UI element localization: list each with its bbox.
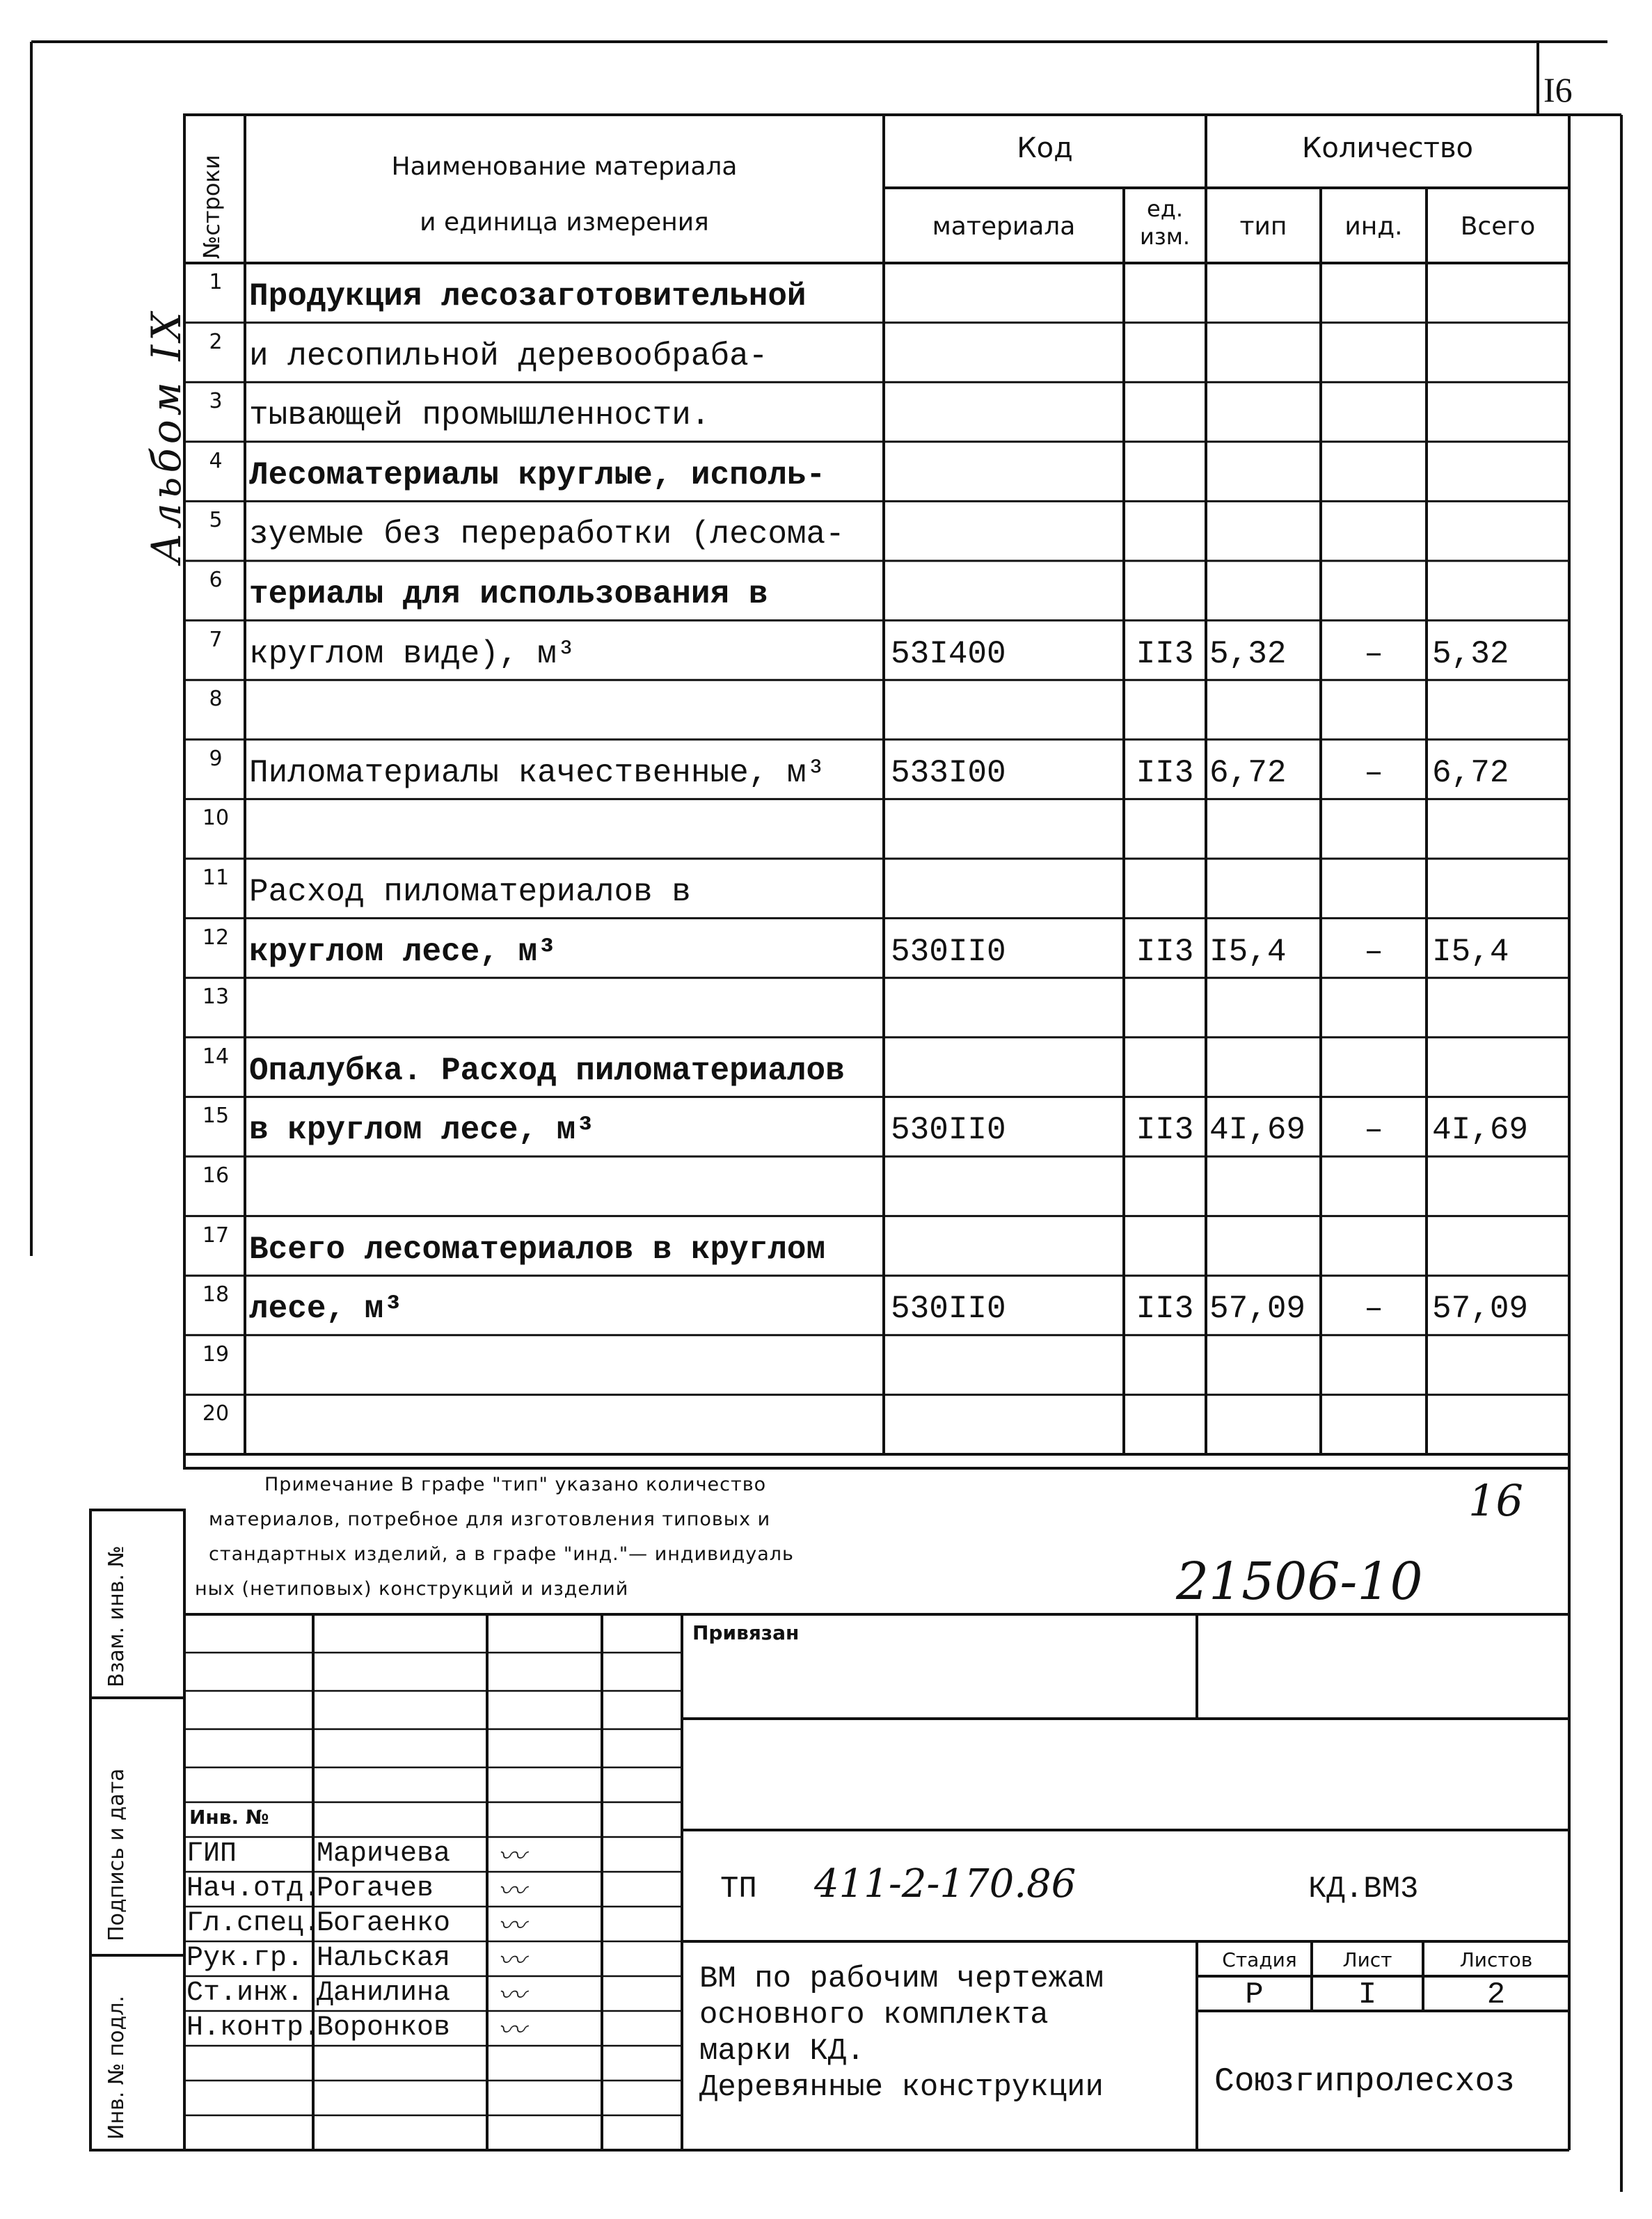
row-typ: 4I,69 bbox=[1209, 1112, 1306, 1149]
sheets-value: 2 bbox=[1486, 1978, 1506, 2012]
row-number: 9 bbox=[209, 746, 223, 771]
side-label-podpis: Подпись и дата bbox=[104, 1768, 129, 1941]
sheet-value: I bbox=[1358, 1978, 1377, 2012]
row-typ: 5,32 bbox=[1209, 635, 1287, 672]
signature-scribble: 〰 bbox=[498, 1840, 525, 1872]
row-material-name: Опалубка. Расход пиломатериалов bbox=[249, 1052, 845, 1089]
signature-scribble: 〰 bbox=[498, 1980, 525, 2012]
sheet-label: Лист bbox=[1342, 1948, 1392, 1971]
note-line-2: материалов, потребное для изготовления типовых и bbox=[209, 1509, 771, 1530]
signatory-name: Данилина bbox=[317, 1978, 451, 2009]
row-number: 7 bbox=[209, 627, 223, 652]
row-ind: – bbox=[1364, 754, 1383, 791]
row-code: 530II0 bbox=[891, 1112, 1006, 1149]
row-material-name: Продукция лесозаготовительной bbox=[249, 278, 807, 315]
row-unit: II3 bbox=[1136, 933, 1194, 970]
signatory-name: Рогачев bbox=[317, 1873, 434, 1904]
row-typ: 57,09 bbox=[1209, 1291, 1306, 1328]
signatory-name: Богаенко bbox=[317, 1908, 451, 1939]
project-code: 411-2-170.86 bbox=[814, 1861, 1077, 1907]
note-line-3: стандартных изделий, а в графе "инд."— индивидуаль bbox=[209, 1543, 794, 1565]
row-total: I5,4 bbox=[1432, 933, 1509, 970]
note-line-4: ных (нетиповых) конструкций и изделий bbox=[195, 1578, 629, 1600]
row-code: 530II0 bbox=[891, 933, 1006, 970]
row-ind: – bbox=[1364, 1112, 1383, 1149]
album-label: Альбом IX bbox=[143, 308, 190, 564]
signature-scribble: 〰 bbox=[498, 1945, 525, 1977]
signature-scribble: 〰 bbox=[498, 1875, 525, 1907]
row-number: 20 bbox=[202, 1401, 230, 1426]
row-ind: – bbox=[1364, 933, 1383, 970]
row-material-name: териалы для использования в bbox=[249, 576, 768, 612]
row-number: 2 bbox=[209, 329, 223, 354]
side-label-vzam: Взам. инв. № bbox=[104, 1545, 129, 1687]
row-unit: II3 bbox=[1136, 1112, 1194, 1149]
title-line-1: ВМ по рабочим чертежам bbox=[699, 1962, 1104, 1996]
organization: Союзгипролесхоз bbox=[1214, 2063, 1516, 2101]
header-total: Всего bbox=[1460, 212, 1536, 241]
row-number: 17 bbox=[202, 1223, 230, 1248]
row-material-name: Лесоматериалы круглые, исполь- bbox=[249, 456, 826, 493]
row-material-name: Пиломатериалы качественные, м³ bbox=[249, 754, 826, 791]
signatory-role: Рук.гр. bbox=[186, 1943, 304, 1974]
row-material-name: в круглом лесе, м³ bbox=[249, 1112, 595, 1149]
inv-no-label: Инв. № bbox=[189, 1806, 269, 1829]
header-row-no: №строки bbox=[198, 154, 225, 259]
row-unit: II3 bbox=[1136, 1291, 1194, 1328]
signatory-role: Гл.спец. bbox=[186, 1908, 321, 1939]
sheets-label: Листов bbox=[1459, 1948, 1533, 1971]
row-material-name: и лесопильной деревообраба- bbox=[249, 337, 768, 374]
header-material: материала bbox=[932, 212, 1076, 241]
signatory-name: Нальская bbox=[317, 1943, 451, 1974]
row-unit: II3 bbox=[1136, 754, 1194, 791]
row-code: 53I400 bbox=[891, 635, 1006, 672]
row-number: 6 bbox=[209, 568, 223, 592]
project-prefix: ТП bbox=[720, 1872, 757, 1907]
row-material-name: круглом виде), м³ bbox=[249, 635, 576, 672]
header-code: Код bbox=[1017, 132, 1073, 164]
handwritten-page: 16 bbox=[1468, 1475, 1523, 1526]
row-code: 533I00 bbox=[891, 754, 1006, 791]
header-unit: ед. изм. bbox=[1139, 196, 1191, 250]
title-line-4: Деревянные конструкции bbox=[699, 2070, 1104, 2105]
note-line-1: Примечание В графе "тип" указано количество bbox=[264, 1474, 767, 1495]
row-total: 57,09 bbox=[1432, 1291, 1529, 1328]
title-line-3: марки КД. bbox=[699, 2034, 865, 2069]
row-number: 10 bbox=[202, 806, 230, 831]
header-ind: инд. bbox=[1344, 212, 1403, 241]
side-label-inv: Инв. № подл. bbox=[104, 1996, 129, 2140]
signatory-role: ГИП bbox=[186, 1838, 237, 1870]
row-number: 16 bbox=[202, 1163, 230, 1188]
handwritten-doc-number: 21506-10 bbox=[1176, 1552, 1423, 1612]
row-number: 1 bbox=[209, 270, 223, 294]
signatory-role: Н.контр. bbox=[186, 2012, 321, 2044]
signatory-role: Ст.инж. bbox=[186, 1978, 304, 2009]
row-ind: – bbox=[1364, 635, 1383, 672]
row-ind: – bbox=[1364, 1291, 1383, 1328]
row-typ: 6,72 bbox=[1209, 754, 1287, 791]
row-number: 11 bbox=[202, 866, 230, 890]
stage-label: Стадия bbox=[1222, 1948, 1297, 1971]
row-number: 5 bbox=[209, 508, 223, 533]
row-material-name: зуемые без переработки (лесома- bbox=[249, 516, 845, 553]
row-material-name: тывающей промышленности. bbox=[249, 397, 710, 434]
row-material-name: лесе, м³ bbox=[249, 1291, 403, 1328]
doc-code: КД.ВМ3 bbox=[1308, 1872, 1419, 1907]
signatory-name: Маричева bbox=[317, 1838, 451, 1870]
row-number: 15 bbox=[202, 1104, 230, 1129]
row-total: 5,32 bbox=[1432, 635, 1509, 672]
row-material-name: Всего лесоматериалов в круглом bbox=[249, 1231, 826, 1268]
signatory-role: Нач.отд. bbox=[186, 1873, 321, 1904]
header-typ: тип bbox=[1239, 212, 1287, 241]
row-number: 4 bbox=[209, 448, 223, 473]
row-unit: II3 bbox=[1136, 635, 1194, 672]
privyazan-label: Привязан bbox=[692, 1621, 800, 1644]
header-quantity: Количество bbox=[1301, 132, 1473, 164]
row-number: 12 bbox=[202, 925, 230, 950]
row-total: 4I,69 bbox=[1432, 1112, 1529, 1149]
row-number: 8 bbox=[209, 687, 223, 712]
row-number: 19 bbox=[202, 1342, 230, 1367]
title-line-2: основного комплекта bbox=[699, 1998, 1049, 2033]
sheet-number: I6 bbox=[1543, 70, 1573, 109]
row-typ: I5,4 bbox=[1209, 933, 1287, 970]
signatory-name: Воронков bbox=[317, 2012, 451, 2044]
row-number: 14 bbox=[202, 1044, 230, 1069]
stage-value: Р bbox=[1245, 1978, 1264, 2012]
row-number: 13 bbox=[202, 985, 230, 1010]
row-total: 6,72 bbox=[1432, 754, 1509, 791]
row-number: 18 bbox=[202, 1282, 230, 1307]
signature-scribble: 〰 bbox=[498, 1910, 525, 1942]
row-material-name: круглом лесе, м³ bbox=[249, 933, 557, 970]
row-code: 530II0 bbox=[891, 1291, 1006, 1328]
row-number: 3 bbox=[209, 389, 223, 414]
signature-scribble: 〰 bbox=[498, 2014, 525, 2046]
header-name: Наименование материала и единица измерения bbox=[391, 152, 738, 237]
row-material-name: Расход пиломатериалов в bbox=[249, 874, 691, 910]
